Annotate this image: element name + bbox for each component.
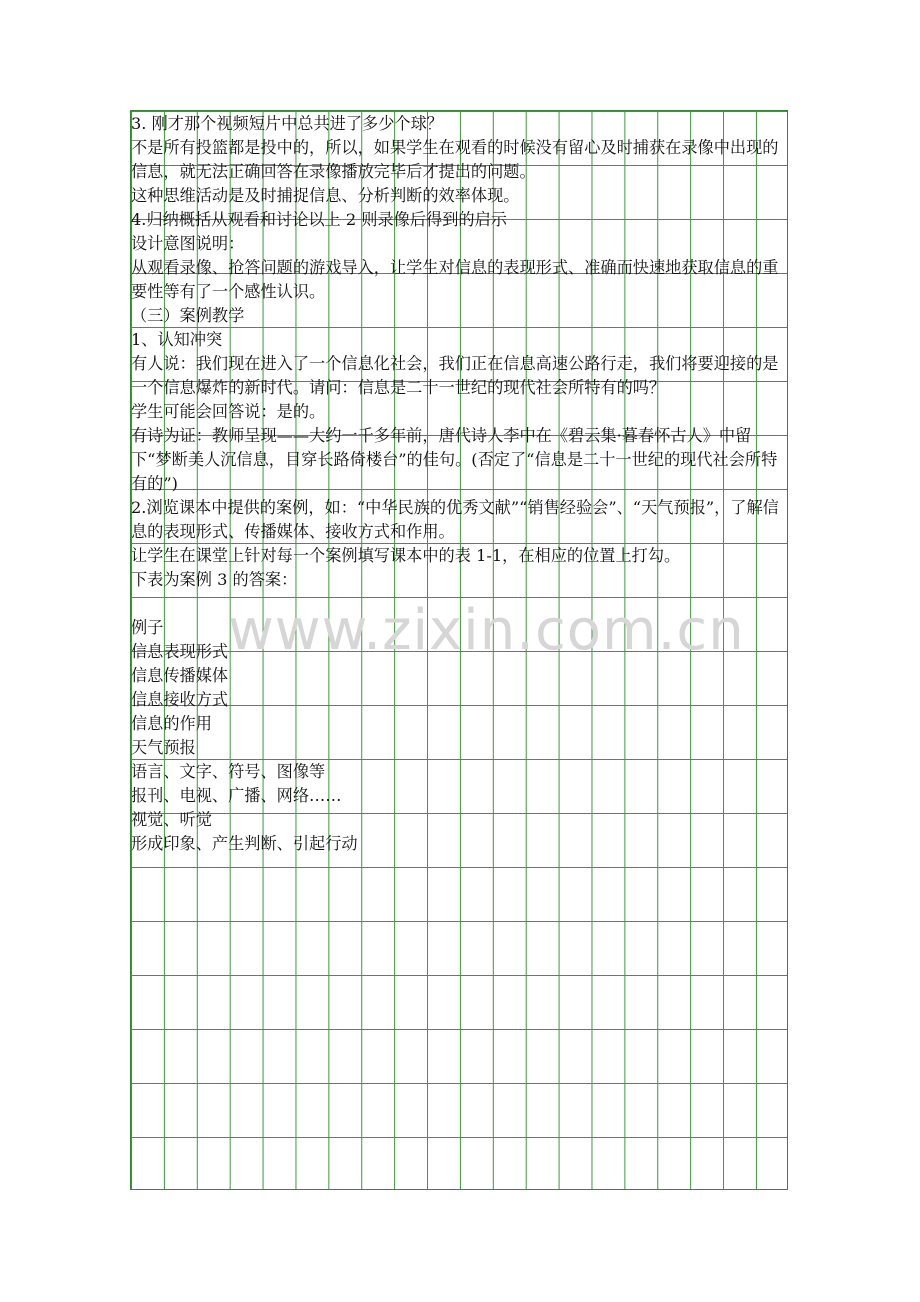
table-header-form: 信息表现形式 [131,642,229,661]
item-4-summary: 4.归纳概括从观看和讨论以上 2 则录像后得到的启示 [131,210,507,229]
table-cell-media: 报刊、电视、广播、网络…… [131,786,342,805]
table-header-reception: 信息接收方式 [131,690,229,709]
watermark-text: www.zixin.com.cn [228,598,745,663]
table-header-media: 信息传播媒体 [131,666,229,685]
table-cell-reception: 视觉、听觉 [131,810,212,829]
blank-line [131,592,789,616]
paragraph-information-society: 有人说：我们现在进入了一个信息化社会，我们正在信息高速公路行走，我们将要迎接的是一个信息爆炸的新时代。请问：信息是二十一世纪的现代社会所特有的吗？ [131,354,779,397]
item-2-browse-cases: 2.浏览课本中提供的案例，如：“中华民族的优秀文献”“销售经验会”、“天气预报”，了解信息的表现形式、传播媒体、接收方式和作用。 [131,498,779,541]
question-3: 3. 刚才那个视频短片中总共进了多少个球？ [131,114,443,133]
paragraph-efficiency: 这种思维活动是及时捕捉信息、分析判断的效率体现。 [131,186,520,205]
table-cell-function: 形成印象、产生判断、引起行动 [131,834,358,853]
paragraph-table-intro: 下表为案例 3 的答案： [131,570,298,589]
paragraph-student-answer: 学生可能会回答说：是的。 [131,402,326,421]
paragraph-explanation: 不是所有投篮都是投中的，所以，如果学生在观看的时候没有留心及时捕获在录像中出现的信息，就无法正确回答在录像播放完毕后才提出的问题。 [131,138,779,181]
design-intent-heading: 设计意图说明： [131,234,245,253]
design-intent-text: 从观看录像、抢答问题的游戏导入，让学生对信息的表现形式、准确而快速地获取信息的重要性等有了一个感性认识。 [131,258,779,301]
table-header-example: 例子 [131,618,164,637]
subheading-cognitive-conflict: 1、认知冲突 [131,330,223,349]
paragraph-fill-table: 让学生在课堂上针对每一个案例填写课本中的表 1-1，在相应的位置上打勾。 [131,546,681,565]
document-body [131,112,789,856]
table-cell-example: 天气预报 [131,738,196,757]
section-heading-case-teaching: （三）案例教学 [131,306,245,325]
paragraph-poem-evidence: 有诗为证：教师呈现——大约一千多年前，唐代诗人李中在《碧云集·暮春怀古人》中留下“梦断美人沉信息，目穿长路倚楼台”的佳句。(否定了“信息是二十一世纪的现代社会所特有的”) [131,426,778,493]
answer-table [131,616,789,856]
table-cell-form: 语言、文字、符号、图像等 [131,762,326,781]
table-header-function: 信息的作用 [131,714,212,733]
